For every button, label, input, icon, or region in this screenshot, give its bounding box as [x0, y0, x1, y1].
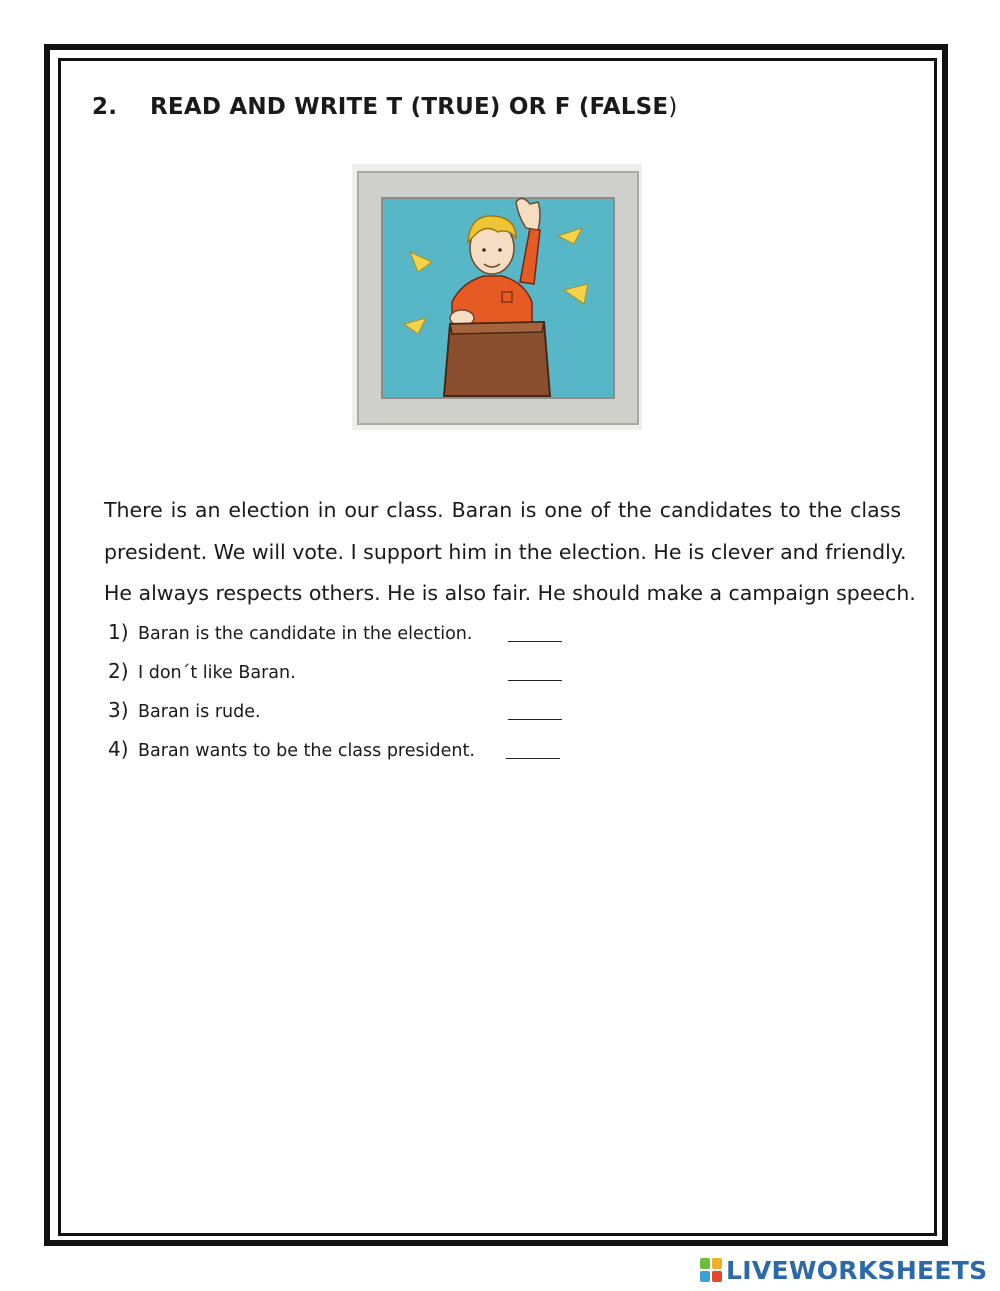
- passage-line: He always respects others. He is also fair. He should make a campaign speech.: [104, 581, 916, 605]
- answer-blank-4[interactable]: [506, 739, 560, 759]
- question-item: [108, 659, 475, 698]
- liveworksheets-logo[interactable]: [700, 1257, 987, 1283]
- exercise-instruction-paren: ): [668, 94, 678, 120]
- question-number: 4): [108, 737, 129, 761]
- exercise-heading: [92, 94, 678, 120]
- question-number: 1): [108, 620, 129, 644]
- boy-at-podium-illustration: [352, 164, 642, 430]
- question-text: Baran is rude.: [138, 702, 261, 722]
- exercise-instruction: READ AND WRITE T (TRUE) OR F (FALSE: [150, 94, 669, 120]
- passage-line: president. We will vote. I support him in the election. He is clever and friendly.: [104, 539, 907, 564]
- liveworksheets-logo-icon: [700, 1258, 722, 1282]
- answer-blank-3[interactable]: [508, 700, 562, 720]
- question-text: Baran wants to be the class president.: [138, 741, 475, 761]
- exercise-number: 2.: [92, 94, 118, 120]
- answer-blank-1[interactable]: [508, 622, 562, 642]
- answer-blank-2[interactable]: [508, 661, 562, 681]
- question-text: I don´t like Baran.: [138, 663, 296, 683]
- question-number: 3): [108, 698, 129, 722]
- question-item: [108, 620, 475, 659]
- question-list: [108, 620, 475, 776]
- election-illustration: [352, 164, 642, 430]
- liveworksheets-logo-text: LIVEWORKSHEETS: [726, 1255, 988, 1285]
- reading-passage: [104, 490, 916, 615]
- question-text: Baran is the candidate in the election.: [138, 624, 473, 644]
- question-item: [108, 698, 475, 737]
- passage-line: There is an election in our class. Baran is one of the candidates to the class: [104, 498, 901, 522]
- question-number: 2): [108, 659, 129, 683]
- question-item: [108, 737, 475, 776]
